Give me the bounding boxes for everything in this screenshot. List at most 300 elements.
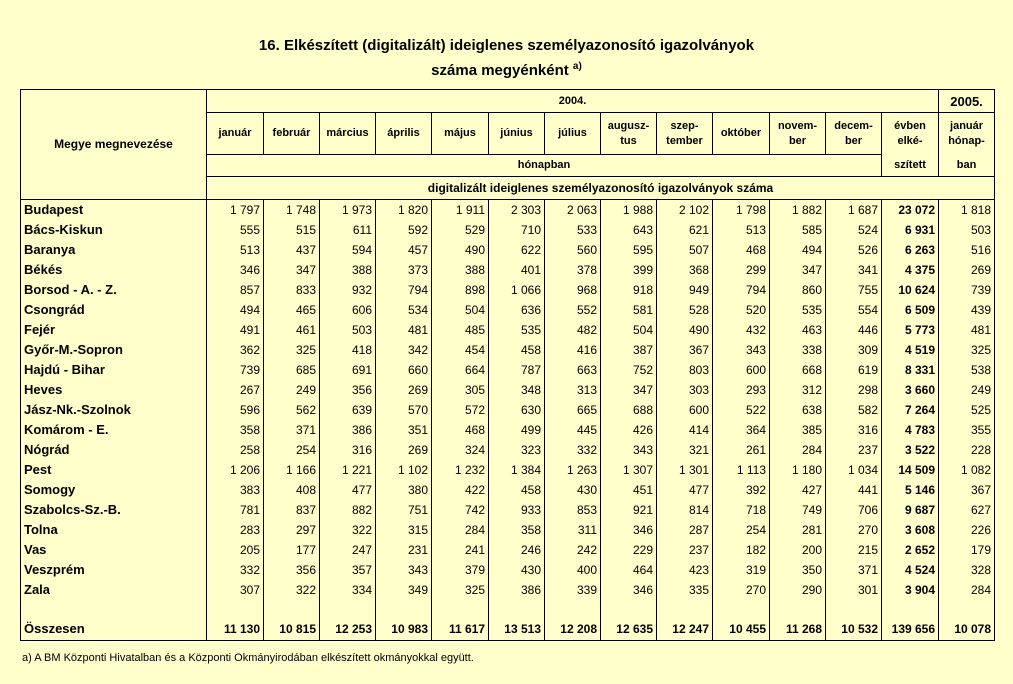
value-cell: 1 166 xyxy=(264,460,320,480)
jan2005-header-top: január hónap- xyxy=(939,113,995,155)
value-cell: 200 xyxy=(770,540,826,560)
annual-total-cell: 9 687 xyxy=(882,500,939,520)
county-name: Győr-M.-Sopron xyxy=(21,340,207,360)
county-name: Vas xyxy=(21,540,207,560)
annual-total-cell: 4 524 xyxy=(882,560,939,580)
value-cell: 1 973 xyxy=(320,200,376,221)
value-cell: 552 xyxy=(545,300,601,320)
county-name: Pest xyxy=(21,460,207,480)
value-cell: 665 xyxy=(545,400,601,420)
month-header: augusz-tus xyxy=(601,113,657,155)
value-cell: 562 xyxy=(264,400,320,420)
value-cell: 342 xyxy=(376,340,432,360)
value-cell: 1 180 xyxy=(770,460,826,480)
value-cell: 751 xyxy=(376,500,432,520)
value-cell: 301 xyxy=(826,580,882,600)
table-row xyxy=(21,500,995,520)
value-cell: 284 xyxy=(432,520,489,540)
value-cell: 494 xyxy=(207,300,264,320)
annual-header-top: évben elké- xyxy=(882,113,939,155)
value-cell: 803 xyxy=(657,360,713,380)
value-cell: 343 xyxy=(713,340,770,360)
value-cell: 205 xyxy=(207,540,264,560)
value-cell: 388 xyxy=(320,260,376,280)
value-cell: 287 xyxy=(657,520,713,540)
annual-total-cell: 3 904 xyxy=(882,580,939,600)
county-name: Békés xyxy=(21,260,207,280)
value-cell: 606 xyxy=(320,300,376,320)
value-cell: 933 xyxy=(489,500,545,520)
value-cell: 12 635 xyxy=(601,600,657,641)
value-cell: 416 xyxy=(545,340,601,360)
value-cell: 1 384 xyxy=(489,460,545,480)
total-row xyxy=(21,600,995,641)
value-cell: 507 xyxy=(657,240,713,260)
value-cell: 11 617 xyxy=(432,600,489,641)
value-cell: 346 xyxy=(601,520,657,540)
table-row xyxy=(21,340,995,360)
value-cell: 439 xyxy=(939,300,995,320)
value-cell: 246 xyxy=(489,540,545,560)
table-row xyxy=(21,220,995,240)
value-cell: 600 xyxy=(657,400,713,420)
value-cell: 254 xyxy=(713,520,770,540)
value-cell: 215 xyxy=(826,540,882,560)
value-cell: 794 xyxy=(713,280,770,300)
value-cell: 636 xyxy=(489,300,545,320)
value-cell: 378 xyxy=(545,260,601,280)
value-cell: 1 263 xyxy=(545,460,601,480)
value-cell: 468 xyxy=(713,240,770,260)
annual-header-bottom: szített xyxy=(882,155,939,177)
value-cell: 386 xyxy=(489,580,545,600)
value-cell: 585 xyxy=(770,220,826,240)
value-cell: 619 xyxy=(826,360,882,380)
page-title: 16. Elkészített (digitalizált) ideiglenes személyazonosító igazolványok xyxy=(258,37,755,54)
month-header: április xyxy=(376,113,432,155)
value-cell: 520 xyxy=(713,300,770,320)
value-cell: 269 xyxy=(376,380,432,400)
value-cell: 522 xyxy=(713,400,770,420)
value-cell: 303 xyxy=(657,380,713,400)
table-row xyxy=(21,280,995,300)
value-cell: 373 xyxy=(376,260,432,280)
value-cell: 1 307 xyxy=(601,460,657,480)
value-cell: 325 xyxy=(432,580,489,600)
value-cell: 1 082 xyxy=(939,460,995,480)
footnote: a) A BM Központi Hivatalban és a Központi Okmányirodában elkészített okmányokkal együtt. xyxy=(22,652,474,664)
value-cell: 524 xyxy=(826,220,882,240)
value-cell: 582 xyxy=(826,400,882,420)
value-cell: 254 xyxy=(264,440,320,460)
value-cell: 347 xyxy=(264,260,320,280)
value-cell: 270 xyxy=(713,580,770,600)
subtitle-text: száma megyénként xyxy=(431,62,569,79)
value-cell: 592 xyxy=(376,220,432,240)
value-cell: 10 078 xyxy=(939,600,995,641)
table-row xyxy=(21,480,995,500)
value-cell: 691 xyxy=(320,360,376,380)
value-cell: 1 798 xyxy=(713,200,770,221)
value-cell: 270 xyxy=(826,520,882,540)
annual-total-cell: 5 773 xyxy=(882,320,939,340)
annual-total-cell: 10 624 xyxy=(882,280,939,300)
value-cell: 347 xyxy=(601,380,657,400)
value-cell: 516 xyxy=(939,240,995,260)
value-cell: 400 xyxy=(545,560,601,580)
value-cell: 10 532 xyxy=(826,600,882,641)
value-cell: 477 xyxy=(320,480,376,500)
value-cell: 335 xyxy=(657,580,713,600)
value-cell: 355 xyxy=(939,420,995,440)
value-cell: 600 xyxy=(713,360,770,380)
value-cell: 10 455 xyxy=(713,600,770,641)
month-header: július xyxy=(545,113,601,155)
value-cell: 307 xyxy=(207,580,264,600)
value-cell: 423 xyxy=(657,560,713,580)
value-cell: 305 xyxy=(432,380,489,400)
value-cell: 860 xyxy=(770,280,826,300)
value-cell: 10 815 xyxy=(264,600,320,641)
value-cell: 491 xyxy=(207,320,264,340)
value-cell: 367 xyxy=(939,480,995,500)
value-cell: 427 xyxy=(770,480,826,500)
value-cell: 343 xyxy=(601,440,657,460)
value-cell: 1 818 xyxy=(939,200,995,221)
value-cell: 749 xyxy=(770,500,826,520)
value-cell: 898 xyxy=(432,280,489,300)
value-cell: 371 xyxy=(264,420,320,440)
value-cell: 364 xyxy=(713,420,770,440)
value-cell: 386 xyxy=(320,420,376,440)
value-cell: 315 xyxy=(376,520,432,540)
value-cell: 392 xyxy=(713,480,770,500)
annual-total-cell: 3 660 xyxy=(882,380,939,400)
county-header: Megye megnevezése xyxy=(21,90,207,200)
value-cell: 528 xyxy=(657,300,713,320)
value-cell: 482 xyxy=(545,320,601,340)
value-cell: 316 xyxy=(826,420,882,440)
value-cell: 525 xyxy=(939,400,995,420)
table-row xyxy=(21,440,995,460)
value-cell: 338 xyxy=(770,340,826,360)
value-cell: 325 xyxy=(264,340,320,360)
value-cell: 663 xyxy=(545,360,601,380)
value-cell: 932 xyxy=(320,280,376,300)
value-cell: 347 xyxy=(770,260,826,280)
jan2005-header-bottom: ban xyxy=(939,155,995,177)
value-cell: 426 xyxy=(601,420,657,440)
value-cell: 283 xyxy=(207,520,264,540)
value-cell: 284 xyxy=(770,440,826,460)
value-cell: 458 xyxy=(489,480,545,500)
value-cell: 237 xyxy=(657,540,713,560)
county-name: Csongrád xyxy=(21,300,207,320)
value-cell: 267 xyxy=(207,380,264,400)
value-cell: 534 xyxy=(376,300,432,320)
annual-total-cell: 6 931 xyxy=(882,220,939,240)
value-cell: 595 xyxy=(601,240,657,260)
table-row xyxy=(21,240,995,260)
value-cell: 324 xyxy=(432,440,489,460)
value-cell: 461 xyxy=(264,320,320,340)
value-cell: 445 xyxy=(545,420,601,440)
value-cell: 465 xyxy=(264,300,320,320)
value-cell: 356 xyxy=(320,380,376,400)
value-cell: 535 xyxy=(770,300,826,320)
value-cell: 350 xyxy=(770,560,826,580)
value-cell: 299 xyxy=(713,260,770,280)
value-cell: 319 xyxy=(713,560,770,580)
value-cell: 639 xyxy=(320,400,376,420)
annual-total-cell: 4 375 xyxy=(882,260,939,280)
footnote-marker: a) xyxy=(572,61,582,72)
value-cell: 2 303 xyxy=(489,200,545,221)
value-cell: 538 xyxy=(939,360,995,380)
value-cell: 882 xyxy=(320,500,376,520)
value-cell: 513 xyxy=(713,220,770,240)
value-cell: 10 983 xyxy=(376,600,432,641)
value-cell: 685 xyxy=(264,360,320,380)
value-cell: 1 102 xyxy=(376,460,432,480)
value-cell: 321 xyxy=(657,440,713,460)
county-table xyxy=(20,89,995,641)
table-row xyxy=(21,420,995,440)
value-cell: 596 xyxy=(207,400,264,420)
page-subtitle xyxy=(0,61,1013,79)
county-name: Fejér xyxy=(21,320,207,340)
value-cell: 309 xyxy=(826,340,882,360)
month-header: május xyxy=(432,113,489,155)
value-cell: 814 xyxy=(657,500,713,520)
month-header: június xyxy=(489,113,545,155)
value-cell: 535 xyxy=(489,320,545,340)
table-row xyxy=(21,380,995,400)
county-name: Tolna xyxy=(21,520,207,540)
value-cell: 228 xyxy=(939,440,995,460)
value-cell: 742 xyxy=(432,500,489,520)
value-cell: 706 xyxy=(826,500,882,520)
value-cell: 237 xyxy=(826,440,882,460)
value-cell: 325 xyxy=(939,340,995,360)
month-header: január xyxy=(207,113,264,155)
value-cell: 297 xyxy=(264,520,320,540)
value-cell: 504 xyxy=(432,300,489,320)
value-cell: 451 xyxy=(601,480,657,500)
annual-total-cell: 4 783 xyxy=(882,420,939,440)
month-header: október xyxy=(713,113,770,155)
value-cell: 664 xyxy=(432,360,489,380)
value-cell: 241 xyxy=(432,540,489,560)
value-cell: 688 xyxy=(601,400,657,420)
table-row xyxy=(21,400,995,420)
value-cell: 242 xyxy=(545,540,601,560)
table-row xyxy=(21,260,995,280)
value-cell: 346 xyxy=(601,580,657,600)
value-cell: 490 xyxy=(657,320,713,340)
county-name: Heves xyxy=(21,380,207,400)
value-cell: 371 xyxy=(826,560,882,580)
table-row xyxy=(21,540,995,560)
value-cell: 401 xyxy=(489,260,545,280)
value-cell: 313 xyxy=(545,380,601,400)
county-name: Zala xyxy=(21,580,207,600)
value-cell: 334 xyxy=(320,580,376,600)
value-cell: 182 xyxy=(713,540,770,560)
table-row xyxy=(21,300,995,320)
value-cell: 513 xyxy=(207,240,264,260)
month-header: szep-tember xyxy=(657,113,713,155)
value-cell: 794 xyxy=(376,280,432,300)
value-cell: 351 xyxy=(376,420,432,440)
value-cell: 12 253 xyxy=(320,600,376,641)
value-cell: 1 911 xyxy=(432,200,489,221)
value-cell: 312 xyxy=(770,380,826,400)
year-2004-header: 2004. xyxy=(207,90,939,113)
value-cell: 379 xyxy=(432,560,489,580)
value-cell: 533 xyxy=(545,220,601,240)
subject-header: digitalizált ideiglenes személyazonosító igazolványok száma xyxy=(207,177,995,200)
value-cell: 643 xyxy=(601,220,657,240)
annual-total-cell: 5 146 xyxy=(882,480,939,500)
value-cell: 468 xyxy=(432,420,489,440)
value-cell: 349 xyxy=(376,580,432,600)
annual-total-cell: 3 522 xyxy=(882,440,939,460)
value-cell: 226 xyxy=(939,520,995,540)
annual-total-cell: 139 656 xyxy=(882,600,939,641)
value-cell: 918 xyxy=(601,280,657,300)
county-name: Bács-Kiskun xyxy=(21,220,207,240)
county-name: Baranya xyxy=(21,240,207,260)
value-cell: 437 xyxy=(264,240,320,260)
value-cell: 454 xyxy=(432,340,489,360)
value-cell: 432 xyxy=(713,320,770,340)
value-cell: 1 221 xyxy=(320,460,376,480)
value-cell: 422 xyxy=(432,480,489,500)
value-cell: 418 xyxy=(320,340,376,360)
value-cell: 921 xyxy=(601,500,657,520)
county-name: Összesen xyxy=(21,600,207,641)
annual-total-cell: 14 509 xyxy=(882,460,939,480)
value-cell: 781 xyxy=(207,500,264,520)
value-cell: 660 xyxy=(376,360,432,380)
value-cell: 358 xyxy=(207,420,264,440)
value-cell: 710 xyxy=(489,220,545,240)
value-cell: 833 xyxy=(264,280,320,300)
value-cell: 368 xyxy=(657,260,713,280)
annual-total-cell: 4 519 xyxy=(882,340,939,360)
value-cell: 249 xyxy=(264,380,320,400)
value-cell: 269 xyxy=(376,440,432,460)
month-header: február xyxy=(264,113,320,155)
value-cell: 1 066 xyxy=(489,280,545,300)
value-cell: 621 xyxy=(657,220,713,240)
value-cell: 594 xyxy=(320,240,376,260)
value-cell: 515 xyxy=(264,220,320,240)
value-cell: 229 xyxy=(601,540,657,560)
value-cell: 1 820 xyxy=(376,200,432,221)
value-cell: 383 xyxy=(207,480,264,500)
month-header: novem-ber xyxy=(770,113,826,155)
value-cell: 739 xyxy=(207,360,264,380)
annual-total-cell: 6 509 xyxy=(882,300,939,320)
value-cell: 269 xyxy=(939,260,995,280)
value-cell: 12 208 xyxy=(545,600,601,641)
county-name: Budapest xyxy=(21,200,207,221)
value-cell: 458 xyxy=(489,340,545,360)
year-2005-header: 2005. xyxy=(939,90,995,113)
value-cell: 485 xyxy=(432,320,489,340)
value-cell: 1 113 xyxy=(713,460,770,480)
value-cell: 316 xyxy=(320,440,376,460)
value-cell: 477 xyxy=(657,480,713,500)
value-cell: 499 xyxy=(489,420,545,440)
county-name: Hajdú - Bihar xyxy=(21,360,207,380)
value-cell: 367 xyxy=(657,340,713,360)
month-header: decem-ber xyxy=(826,113,882,155)
value-cell: 358 xyxy=(489,520,545,540)
value-cell: 441 xyxy=(826,480,882,500)
value-cell: 949 xyxy=(657,280,713,300)
value-cell: 362 xyxy=(207,340,264,360)
value-cell: 503 xyxy=(939,220,995,240)
table-row xyxy=(21,580,995,600)
county-name: Veszprém xyxy=(21,560,207,580)
annual-total-cell: 6 263 xyxy=(882,240,939,260)
value-cell: 332 xyxy=(207,560,264,580)
value-cell: 570 xyxy=(376,400,432,420)
value-cell: 526 xyxy=(826,240,882,260)
value-cell: 572 xyxy=(432,400,489,420)
value-cell: 1 232 xyxy=(432,460,489,480)
county-name: Borsod - A. - Z. xyxy=(21,280,207,300)
value-cell: 322 xyxy=(320,520,376,540)
value-cell: 481 xyxy=(376,320,432,340)
county-name: Szabolcs-Sz.-B. xyxy=(21,500,207,520)
value-cell: 311 xyxy=(545,520,601,540)
value-cell: 554 xyxy=(826,300,882,320)
value-cell: 11 268 xyxy=(770,600,826,641)
value-cell: 581 xyxy=(601,300,657,320)
value-cell: 503 xyxy=(320,320,376,340)
value-cell: 853 xyxy=(545,500,601,520)
value-cell: 1 034 xyxy=(826,460,882,480)
value-cell: 179 xyxy=(939,540,995,560)
county-name: Nógrád xyxy=(21,440,207,460)
value-cell: 414 xyxy=(657,420,713,440)
value-cell: 1 687 xyxy=(826,200,882,221)
value-cell: 284 xyxy=(939,580,995,600)
value-cell: 718 xyxy=(713,500,770,520)
value-cell: 968 xyxy=(545,280,601,300)
annual-total-cell: 3 608 xyxy=(882,520,939,540)
annual-total-cell: 8 331 xyxy=(882,360,939,380)
value-cell: 555 xyxy=(207,220,264,240)
county-name: Jász-Nk.-Szolnok xyxy=(21,400,207,420)
county-name: Komárom - E. xyxy=(21,420,207,440)
value-cell: 11 130 xyxy=(207,600,264,641)
table-row xyxy=(21,200,995,221)
value-cell: 463 xyxy=(770,320,826,340)
value-cell: 177 xyxy=(264,540,320,560)
value-cell: 339 xyxy=(545,580,601,600)
value-cell: 399 xyxy=(601,260,657,280)
annual-total-cell: 7 264 xyxy=(882,400,939,420)
value-cell: 12 247 xyxy=(657,600,713,641)
value-cell: 293 xyxy=(713,380,770,400)
value-cell: 258 xyxy=(207,440,264,460)
value-cell: 343 xyxy=(376,560,432,580)
